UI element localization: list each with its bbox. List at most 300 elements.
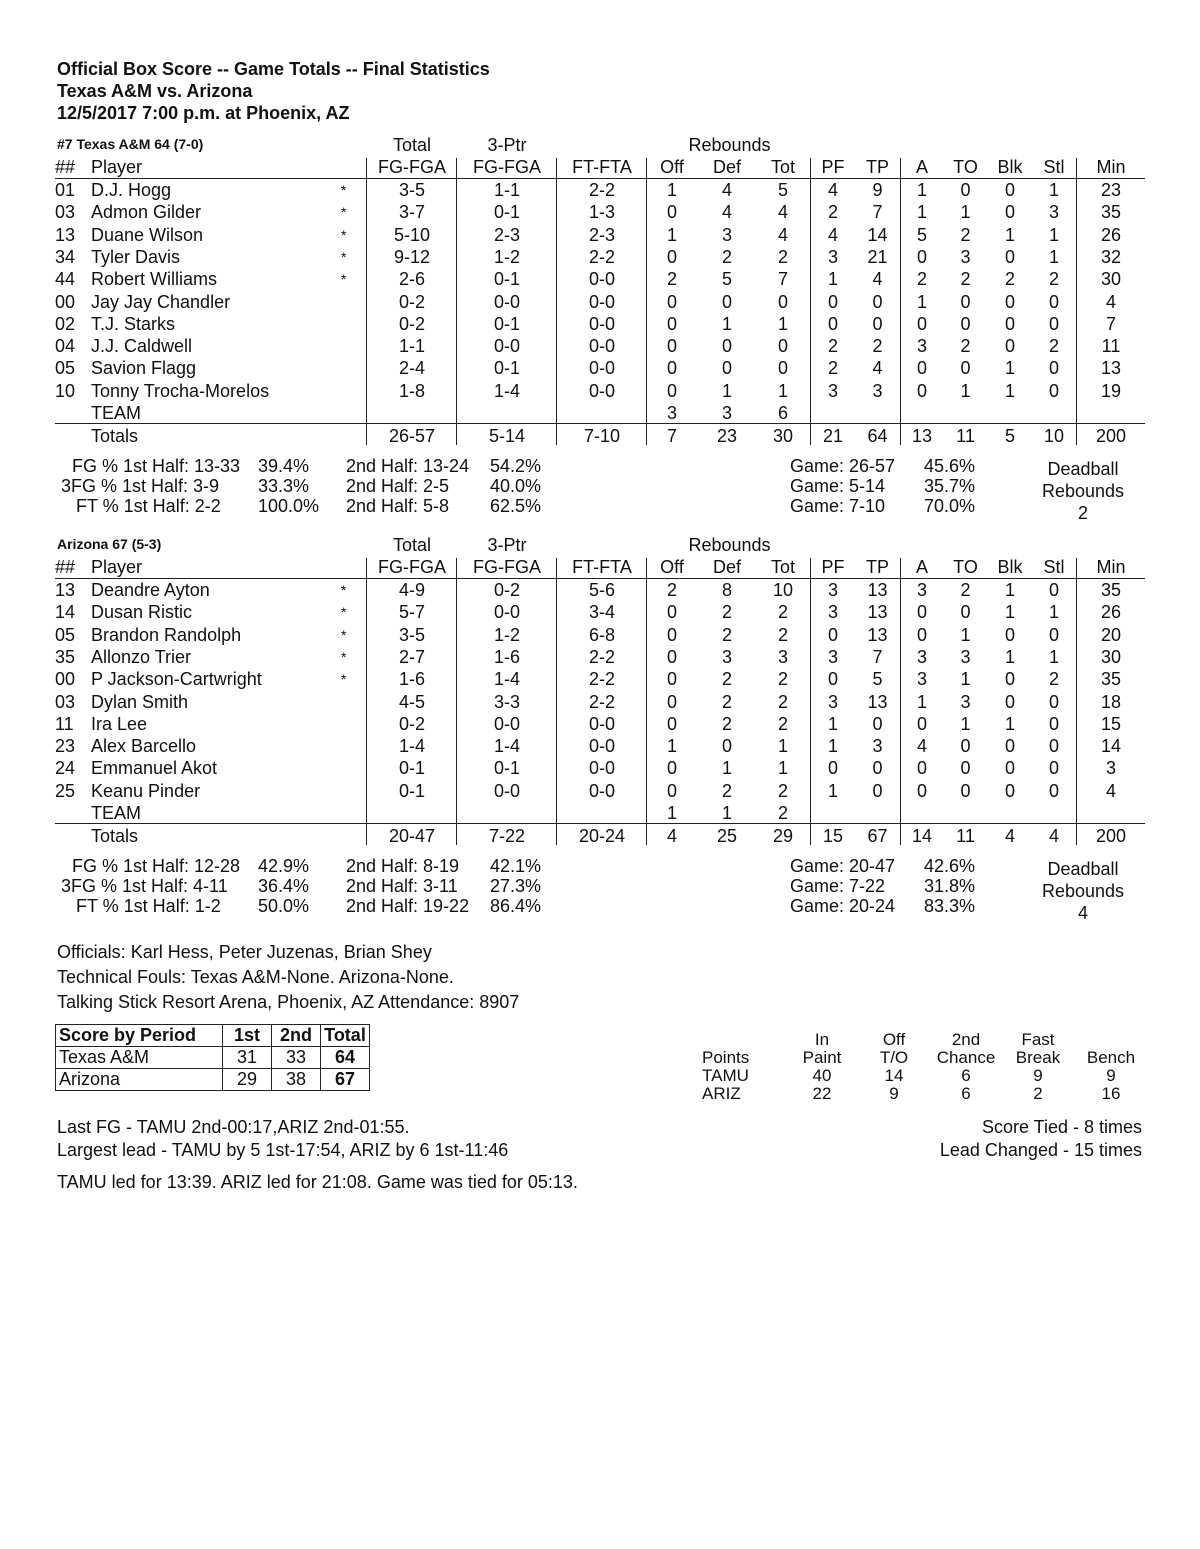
stat-stl: 0 [1048, 358, 1059, 379]
stat-tot: 1 [777, 380, 788, 401]
stat-ft: 0-0 [588, 380, 615, 401]
stat-stl: 1 [1048, 246, 1059, 267]
stat-pf: 2 [827, 358, 838, 379]
player-name: Admon Gilder [91, 202, 202, 223]
stat-pf: 0 [827, 624, 838, 645]
stat-fg: 0-2 [398, 313, 425, 334]
stat-blk: 0 [1004, 624, 1015, 645]
team2-fg-game: Game: 20-47 [790, 856, 896, 876]
team1-fg-first-pct: 39.4% [258, 456, 310, 476]
stat-fg: 3-5 [398, 624, 425, 645]
stat-pf: 1 [827, 269, 838, 290]
team1-3fg-first: 3FG % 1st Half: 3-9 [61, 476, 220, 496]
stat-def: 4 [721, 202, 732, 223]
col-group-rebounds: Rebounds [688, 535, 771, 555]
totals-label: Totals [91, 826, 139, 847]
team2-3fg-first-pct: 36.4% [258, 876, 310, 896]
points-ariz-paint: 22 [812, 1084, 832, 1103]
col-group-3ptr: 3-Ptr [487, 535, 527, 555]
team2-ft-second-pct: 86.4% [490, 896, 542, 916]
stat-min: 35 [1100, 669, 1122, 690]
team1-3fg-game-pct: 35.7% [924, 476, 976, 496]
stat-off: 1 [666, 224, 677, 245]
player-row [55, 601, 1145, 623]
team1-ft-game: Game: 7-10 [790, 496, 886, 516]
score-by-period-table [55, 1024, 370, 1091]
stat-fg: 0-1 [398, 758, 425, 779]
stat-off: 0 [666, 313, 677, 334]
col-to: TO [953, 157, 978, 177]
stat-stl: 2 [1048, 269, 1059, 290]
stat-a: 4 [916, 736, 927, 757]
column-divider [366, 158, 367, 445]
stat-pf: 0 [827, 291, 838, 312]
stat-tp3: 0-0 [493, 291, 520, 312]
total-ft: 20-24 [578, 826, 626, 847]
stat-tp3: 1-2 [493, 624, 520, 645]
col-tp3: FG-FGA [473, 557, 541, 577]
player-row [55, 224, 1145, 246]
starter-mark: * [341, 671, 347, 688]
stat-tp: 7 [872, 202, 883, 223]
stat-to: 1 [960, 202, 971, 223]
player-name: Tyler Davis [91, 246, 181, 267]
stat-a: 0 [916, 246, 927, 267]
team2-3fg-game: Game: 7-22 [790, 876, 886, 896]
stat-tot: 7 [777, 269, 788, 290]
team2-fg-second: 2nd Half: 8-19 [346, 856, 460, 876]
stat-blk: 1 [1004, 380, 1015, 401]
stat-min: 32 [1100, 246, 1122, 267]
stat-a: 3 [916, 336, 927, 357]
stat-def: 2 [721, 602, 732, 623]
stat-to: 0 [960, 313, 971, 334]
stat-tot: 2 [777, 246, 788, 267]
stat-off: 0 [666, 669, 677, 690]
points-ariz-chance: 6 [961, 1084, 971, 1103]
team2-fg-second-pct: 42.1% [490, 856, 542, 876]
col-player: Player [91, 557, 143, 577]
stat-tp3: 1-2 [493, 246, 520, 267]
team2-deadball-label-2: Rebounds [1041, 881, 1125, 901]
stat-min: 3 [1105, 758, 1116, 779]
column-divider [646, 558, 647, 845]
stat-stl: 1 [1048, 602, 1059, 623]
total-to: 11 [956, 826, 975, 847]
player-number: 14 [55, 602, 76, 623]
stat-pf: 3 [827, 380, 838, 401]
team2-ft-first: FT % 1st Half: 1-2 [76, 896, 221, 916]
matchup: Texas A&M vs. Arizona [57, 81, 253, 101]
col-off: Off [660, 157, 684, 177]
sbp-row-texas [56, 1047, 370, 1069]
stat-tp: 4 [872, 358, 883, 379]
col-ft: FT-FTA [572, 557, 632, 577]
total-min: 200 [1095, 426, 1127, 447]
points-header-in: In [814, 1030, 830, 1049]
stat-a: 0 [916, 602, 927, 623]
total-pf: 15 [822, 826, 844, 847]
stat-tp3: 1-1 [493, 180, 520, 200]
sbp-row-arizona [56, 1069, 370, 1091]
stat-ft: 6-8 [588, 624, 615, 645]
stat-stl: 0 [1048, 624, 1059, 645]
stat-stl: 0 [1048, 758, 1059, 779]
column-divider [556, 158, 557, 445]
stat-pf: 1 [827, 780, 838, 801]
starter-mark [341, 735, 351, 757]
stat-min: 30 [1100, 269, 1122, 290]
col-stl: Stl [1043, 557, 1065, 577]
stat-to: 1 [960, 713, 971, 734]
stat-tp: 4 [872, 269, 883, 290]
points-ariz-bench: 16 [1101, 1084, 1121, 1103]
stat-ft: 0-0 [588, 291, 615, 312]
stat-tot: 2 [777, 669, 788, 690]
stat-pf: 2 [827, 202, 838, 223]
stat-off: 1 [666, 736, 677, 757]
stat-fg: 1-4 [398, 736, 425, 757]
col-ft: FT-FTA [572, 157, 632, 177]
sbp-header-total: Total [321, 1025, 370, 1047]
player-number: 04 [55, 336, 76, 357]
stat-def: 5 [721, 269, 732, 290]
total-tp: 67 [867, 826, 888, 847]
player-name: Allonzo Trier [91, 646, 192, 667]
stat-off: 0 [666, 758, 677, 779]
team-def: 1 [721, 803, 732, 823]
player-number: 03 [55, 202, 76, 223]
lead-changed: Lead Changed - 15 times [939, 1140, 1142, 1160]
team2-3fg-first: 3FG % 1st Half: 4-11 [61, 876, 228, 896]
stat-tp: 21 [867, 246, 888, 267]
stat-ft: 0-0 [588, 736, 615, 757]
points-header-break: Break [1015, 1048, 1061, 1067]
stat-to: 3 [960, 246, 971, 267]
stat-pf: 1 [827, 736, 838, 757]
stat-ft: 0-0 [588, 336, 615, 357]
team-rebounds-row [55, 402, 1145, 424]
starter-mark [341, 313, 351, 335]
team1-fg-first: FG % 1st Half: 13-33 [72, 456, 241, 476]
starter-mark: * [341, 648, 347, 665]
starter-mark: * [341, 248, 347, 265]
stat-def: 4 [721, 180, 732, 200]
team-tot: 6 [777, 403, 788, 423]
stat-a: 3 [916, 669, 927, 690]
stat-blk: 1 [1004, 602, 1015, 623]
points-header-to: T/O [879, 1048, 909, 1067]
stat-fg: 4-5 [398, 691, 425, 712]
team-def: 3 [721, 403, 732, 423]
stat-tp: 5 [872, 669, 883, 690]
stat-a: 2 [916, 269, 927, 290]
stat-blk: 0 [1004, 291, 1015, 312]
stat-tp3: 0-0 [493, 336, 520, 357]
stat-pf: 4 [827, 180, 838, 200]
stat-tot: 2 [777, 780, 788, 801]
stat-def: 2 [721, 669, 732, 690]
stat-to: 0 [960, 758, 971, 779]
col-off: Off [660, 557, 684, 577]
stat-min: 4 [1105, 291, 1116, 312]
player-name: Emmanuel Akot [91, 758, 218, 779]
totals-label: Totals [91, 426, 139, 447]
stat-off: 0 [666, 602, 677, 623]
col-min: Min [1096, 557, 1126, 577]
team-label: TEAM [91, 803, 142, 823]
stat-pf: 0 [827, 758, 838, 779]
stat-tp3: 3-3 [493, 691, 520, 712]
stat-def: 2 [721, 246, 732, 267]
col-tot: Tot [770, 557, 795, 577]
column-group-header [55, 134, 1145, 156]
team1-3fg-second-pct: 40.0% [490, 476, 542, 496]
stat-off: 0 [666, 380, 677, 401]
stat-min: 35 [1100, 202, 1122, 223]
col-group-3ptr: 3-Ptr [487, 135, 527, 155]
stat-pf: 0 [827, 313, 838, 334]
points-header-paint: Paint [802, 1048, 842, 1067]
stat-blk: 1 [1004, 646, 1015, 667]
player-number: 05 [55, 624, 76, 645]
player-row [55, 268, 1145, 290]
stat-pf: 4 [827, 224, 838, 245]
starter-mark [341, 713, 351, 735]
stat-tp: 3 [872, 736, 883, 757]
player-row [55, 201, 1145, 223]
player-row [55, 713, 1145, 735]
stat-pf: 1 [827, 713, 838, 734]
sbp-1st: 31 [223, 1047, 272, 1069]
team-off: 1 [666, 803, 677, 823]
stat-pf: 3 [827, 580, 838, 600]
stat-off: 0 [666, 624, 677, 645]
stat-stl: 0 [1048, 580, 1059, 600]
player-name: Alex Barcello [91, 736, 197, 757]
col-blk: Blk [997, 557, 1023, 577]
stat-off: 2 [666, 580, 677, 600]
player-number: 00 [55, 291, 76, 312]
venue-attendance: Talking Stick Resort Arena, Phoenix, AZ Attendance: 8907 [57, 992, 520, 1012]
starter-mark [341, 380, 351, 402]
team2-deadball-label: Deadball [1047, 859, 1119, 879]
stat-off: 0 [666, 780, 677, 801]
player-name: Tonny Trocha-Morelos [91, 380, 270, 401]
points-header-fast: Fast [1021, 1030, 1055, 1049]
team1-ft-second-pct: 62.5% [490, 496, 542, 516]
starter-mark [341, 357, 351, 379]
stat-fg: 3-5 [398, 180, 425, 200]
total-tot: 29 [772, 826, 794, 847]
player-name: Brandon Randolph [91, 624, 242, 645]
team1-deadball-value: 2 [1077, 503, 1088, 523]
stat-tp3: 1-4 [493, 380, 520, 401]
stat-tp3: 0-0 [493, 602, 520, 623]
stat-pf: 0 [827, 669, 838, 690]
stat-blk: 0 [1004, 758, 1015, 779]
stat-a: 0 [916, 780, 927, 801]
team2-ft-game: Game: 20-24 [790, 896, 896, 916]
stat-ft: 2-3 [588, 224, 615, 245]
team2-ft-game-pct: 83.3% [924, 896, 976, 916]
date-location: 12/5/2017 7:00 p.m. at Phoenix, AZ [57, 103, 350, 123]
total-tot: 30 [772, 426, 794, 447]
stat-stl: 0 [1048, 313, 1059, 334]
stat-tp3: 0-1 [493, 269, 520, 290]
stat-tot: 2 [777, 624, 788, 645]
stat-to: 0 [960, 602, 971, 623]
stat-def: 3 [721, 646, 732, 667]
stat-min: 30 [1100, 646, 1122, 667]
officials: Officials: Karl Hess, Peter Juzenas, Brian Shey [57, 942, 432, 962]
points-label: Points [702, 1048, 750, 1067]
stat-to: 2 [960, 336, 971, 357]
player-row [55, 380, 1145, 402]
col-tp3: FG-FGA [473, 157, 541, 177]
stat-def: 0 [721, 291, 732, 312]
stat-off: 0 [666, 646, 677, 667]
stat-off: 0 [666, 358, 677, 379]
total-fg: 20-47 [388, 826, 436, 847]
stat-to: 2 [960, 224, 971, 245]
stat-stl: 1 [1048, 180, 1059, 200]
stat-stl: 0 [1048, 380, 1059, 401]
stat-stl: 0 [1048, 780, 1059, 801]
col-pf: PF [821, 557, 845, 577]
technical-fouls: Technical Fouls: Texas A&M-None. Arizona-None. [57, 967, 454, 987]
team1-3fg-game: Game: 5-14 [790, 476, 886, 496]
player-name: Deandre Ayton [91, 580, 210, 600]
stat-blk: 2 [1004, 269, 1015, 290]
stat-fg: 1-8 [398, 380, 425, 401]
sbp-header-2nd: 2nd [272, 1025, 321, 1047]
stat-a: 3 [916, 580, 927, 600]
stat-a: 0 [916, 358, 927, 379]
stat-a: 5 [916, 224, 927, 245]
team2-deadball-value: 4 [1077, 903, 1088, 923]
col-min: Min [1096, 157, 1126, 177]
total-to: 11 [956, 426, 975, 447]
team2-ft-first-pct: 50.0% [258, 896, 310, 916]
stat-to: 2 [960, 269, 971, 290]
stat-fg: 4-9 [398, 580, 425, 600]
player-row [55, 579, 1145, 601]
column-header [55, 156, 1145, 178]
stat-ft: 0-0 [588, 713, 615, 734]
stat-def: 0 [721, 736, 732, 757]
column-divider [366, 558, 367, 845]
player-row [55, 780, 1145, 802]
team-label: TEAM [91, 403, 142, 423]
team2-3fg-second: 2nd Half: 3-11 [346, 876, 458, 896]
total-stl: 4 [1048, 826, 1059, 847]
stat-tp3: 1-4 [493, 669, 520, 690]
stat-min: 11 [1101, 336, 1121, 357]
stat-tot: 2 [777, 602, 788, 623]
player-row [55, 246, 1145, 268]
points-team-tamu: TAMU [702, 1066, 749, 1085]
player-number: 02 [55, 313, 76, 334]
col-fg: FG-FGA [378, 157, 446, 177]
player-name: Robert Williams [91, 269, 218, 290]
stat-fg: 5-10 [393, 224, 431, 245]
stat-off: 0 [666, 336, 677, 357]
stat-min: 26 [1100, 602, 1122, 623]
col-tot: Tot [770, 157, 795, 177]
total-fg: 26-57 [388, 426, 436, 447]
player-name: Dusan Ristic [91, 602, 193, 623]
total-tp: 64 [867, 426, 888, 447]
column-divider [456, 158, 457, 445]
stat-fg: 2-6 [398, 269, 425, 290]
column-divider [1076, 558, 1077, 845]
column-divider [810, 558, 811, 845]
stat-off: 2 [666, 269, 677, 290]
team1-ft-first: FT % 1st Half: 2-2 [76, 496, 221, 516]
totals-row [55, 825, 1145, 847]
player-number: 25 [55, 780, 76, 801]
player-row [55, 335, 1145, 357]
stat-tot: 10 [772, 580, 794, 600]
stat-tot: 1 [777, 313, 788, 334]
stat-fg: 0-2 [398, 291, 425, 312]
stat-tp: 7 [872, 646, 883, 667]
sbp-total: 64 [321, 1047, 370, 1069]
stat-min: 13 [1100, 358, 1122, 379]
player-number: 00 [55, 669, 76, 690]
starter-mark [341, 780, 351, 802]
totals-separator [55, 423, 1145, 424]
stat-tp3: 0-1 [493, 202, 520, 223]
stat-a: 1 [916, 202, 927, 223]
team2-fg-first-pct: 42.9% [258, 856, 310, 876]
largest-lead: Largest lead - TAMU by 5 1st-17:54, ARIZ by 6 1st-11:46 [57, 1140, 509, 1160]
sbp-team: Texas A&M [56, 1047, 223, 1069]
stat-stl: 0 [1048, 691, 1059, 712]
stat-fg: 2-4 [398, 358, 425, 379]
stat-a: 1 [916, 180, 927, 200]
col-pf: PF [821, 157, 845, 177]
player-row [55, 624, 1145, 646]
stat-tp: 0 [872, 713, 883, 734]
stat-def: 2 [721, 624, 732, 645]
team-tot: 2 [777, 803, 788, 823]
stat-def: 2 [721, 691, 732, 712]
col-player: Player [91, 157, 143, 177]
stat-tot: 0 [777, 291, 788, 312]
player-name: Jay Jay Chandler [91, 291, 231, 312]
stat-a: 0 [916, 713, 927, 734]
column-group-header [55, 534, 1145, 556]
stat-ft: 2-2 [588, 669, 615, 690]
col-blk: Blk [997, 157, 1023, 177]
starter-mark [341, 335, 351, 357]
stat-tp: 13 [867, 580, 888, 600]
stat-ft: 1-3 [588, 202, 615, 223]
points-tamu-bench: 9 [1106, 1066, 1116, 1085]
stat-blk: 0 [1004, 780, 1015, 801]
stat-pf: 3 [827, 646, 838, 667]
player-number: 11 [55, 713, 74, 734]
stat-tp: 3 [872, 380, 883, 401]
points-tamu-to: 14 [884, 1066, 904, 1085]
stat-min: 14 [1100, 736, 1122, 757]
stat-min: 19 [1100, 380, 1122, 401]
stat-def: 0 [721, 358, 732, 379]
stat-fg: 2-7 [398, 646, 425, 667]
stat-pf: 3 [827, 246, 838, 267]
